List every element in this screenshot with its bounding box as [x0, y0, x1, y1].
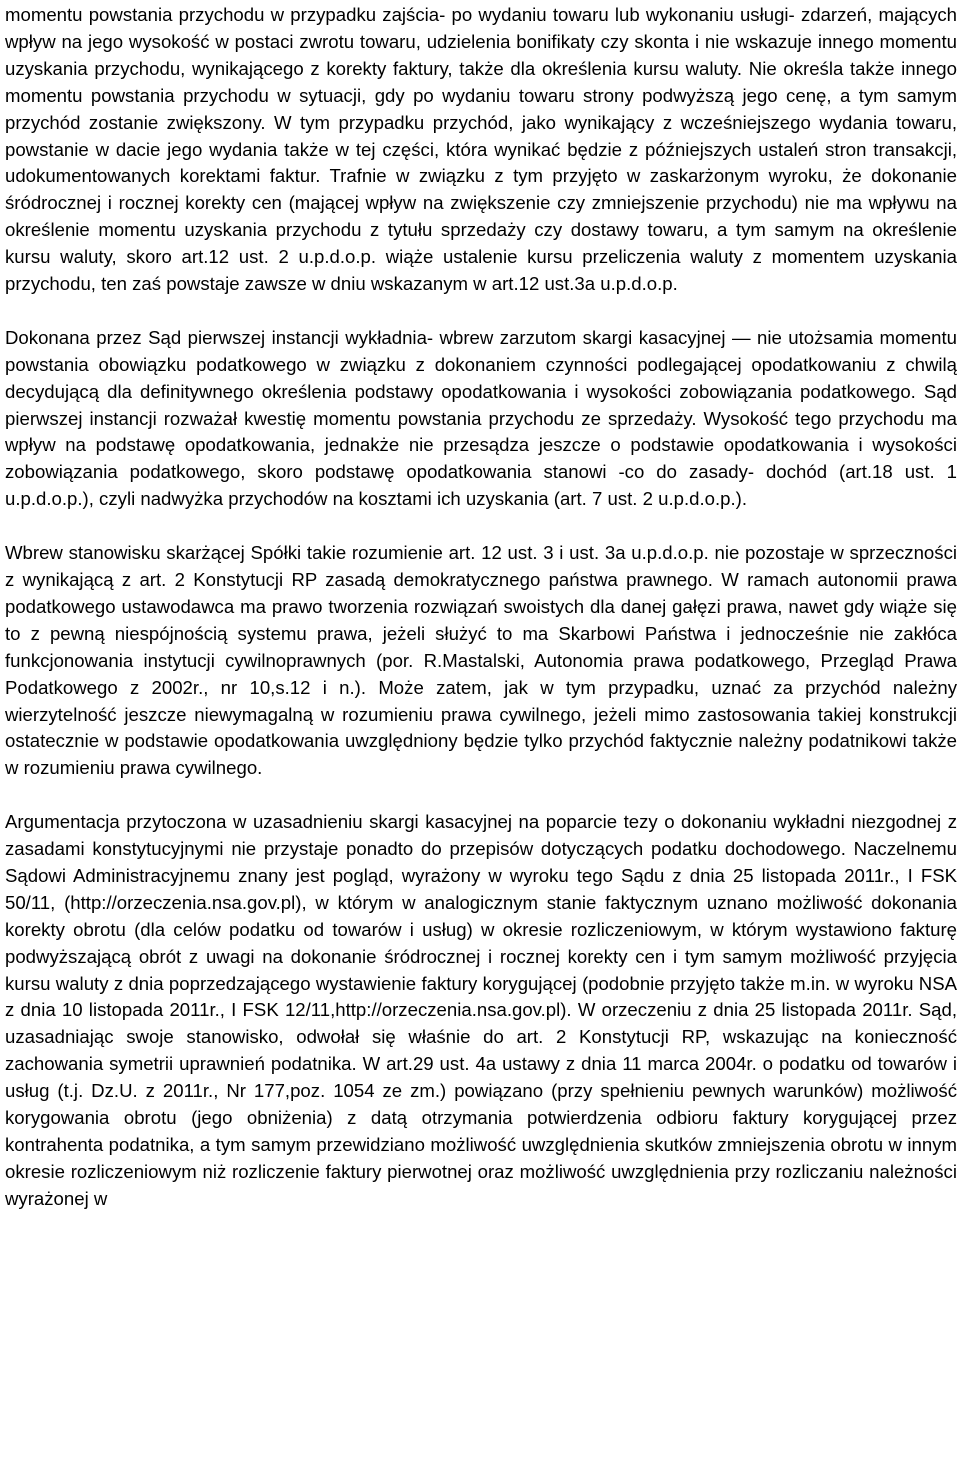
- paragraph-2: Dokonana przez Sąd pierwszej instancji wykładnia- wbrew zarzutom skargi kasacyjnej — nie utożsamia momentu powstania obowiązku podatkowego w związku z dokonaniem czynności podlegającej opodatkowaniu z chwilą decydującą dla definitywnego określenia podstawy opodatkowania i wysokości zobowiązania podatkowego. Sąd pierwszej instancji rozważał kwestię momentu powstania przychodu ze sprzedaży. Wysokość tego przychodu ma wpływ na podstawę opodatkowania, jednakże nie przesądza jeszcze o podstawie opodatkowania i wysokości zobowiązania podatkowego, skoro podstawę opodatkowania stanowi -co do zasady- dochód (art.18 ust. 1 u.p.d.o.p.), czyli nadwyżka przychodów na kosztami ich uzyskania (art. 7 ust. 2 u.p.d.o.p.).: [5, 326, 957, 510]
- paragraph-3: Wbrew stanowisku skarżącej Spółki takie rozumienie art. 12 ust. 3 i ust. 3a u.p.d.o.p. nie pozostaje w sprzeczności z wynikającą z art. 2 Konstytucji RP zasadą demokratycznego państwa prawnego. W ramach autonomii prawa podatkowego ustawodawca ma prawo tworzenia rozwiązań swoistych dla danej gałęzi prawa, nawet gdy wiąże się to z pewną niespójnością systemu prawa, jeżeli służyć to ma Skarbowi Państwa i jednocześnie nie zakłóca funkcjonowania instytucji cywilnoprawnych (por. R.Mastalski, Autonomia prawa podatkowego, Przegląd Prawa Podatkowego z 2002r., nr 10,s.12 i n.). Może zatem, jak w tym przypadku, uznać za przychód należny wierzytelność jeszcze niewymagalną w rozumieniu prawa cywilnego, jeżeli mimo zastosowania takiej konstrukcji ostatecznie w podstawie opodatkowania uwzględniony będzie tylko przychód faktycznie należny podatnikowi także w rozumieniu prawa cywilnego.: [5, 542, 957, 779]
- paragraph-spacer: [5, 298, 957, 325]
- paragraph-spacer: [5, 782, 957, 809]
- paragraph-4: Argumentacja przytoczona w uzasadnieniu skargi kasacyjnej na poparcie tezy o dokonaniu wykładni niezgodnej z zasadami konstytucyjnymi nie przystaje ponadto do przepisów dotyczących podatku dochodowego. Naczelnemu Sądowi Administracyjnemu znany jest pogląd, wyrażony w wyroku tego Sądu z dnia 25 listopada 2011r., I FSK 50/11, (http://orzeczenia.nsa.gov.pl), w którym w analogicznym stanie faktycznym uznano możliwość dokonania korekty obrotu (dla celów podatku od towarów i usług) w okresie rozliczeniowym, w którym wystawiono fakturę podwyższającą obrót z uwagi na dokonanie śródrocznej i rocznej korekty cen i tym samym możliwość przyjęcia kursu waluty z dnia poprzedzającego wystawienie faktury korygującej (podobnie przyjęto także m.in. w wyroku NSA z dnia 10 listopada 2011r., I FSK 12/11,http://orzeczenia.nsa.gov.pl). W orzeczeniu z dnia 25 listopada 2011r. Sąd, uzasadniając swoje stanowisko, odwołał się właśnie do art. 2 Konstytucji RP, wskazując na konieczność zachowania symetrii uprawnień podatnika. W art.29 ust. 4a ustawy z dnia 11 marca 2004r. o podatku od towarów i usług (t.j. Dz.U. z 2011r., Nr 177,poz. 1054 ze zm.) powiązano (przy spełnieniu pewnych warunków) możliwość korygowania obrotu (jego obniżenia) z datą otrzymania potwierdzenia odbioru faktury korygującej przez kontrahenta podatnika, a tym samym przewidziano możliwość uwzględnienia skutków zmniejszenia obrotu w innym okresie rozliczeniowym niż rozliczenie faktury pierwotnej oraz możliwość uwzględnienia przy rozliczaniu należności wyrażonej w: [5, 811, 957, 1209]
- paragraph-spacer: [5, 513, 957, 540]
- paragraph-1: momentu powstania przychodu w przypadku zajścia- po wydaniu towaru lub wykonaniu usługi- zdarzeń, mających wpływ na jego wysokość w postaci zwrotu towaru, udzielenia bonifikaty czy skonta i nie wskazuje innego momentu uzyskania przychodu, wynikającego z korekty faktury, także dla określenia kursu waluty. Nie określa także innego momentu powstania przychodu w sytuacji, gdy po wydaniu towaru strony podwyższą jego cenę, a tym samym przychód zostanie zwiększony. W tym przypadku przychód, jako wynikający z wcześniejszego wydania towaru, powstanie w dacie jego wydania także w tej części, która wynikać będzie z późniejszych ustaleń stron transakcji, udokumentowanych korektami faktur. Trafnie w związku z tym przyjęto w zaskarżonym wyroku, że dokonanie śródrocznej i rocznej korekty cen (mającej wpływ na zwiększenie czy zmniejszenie przychodu) nie ma wpływu na określenie momentu uzyskania przychodu z tytułu sprzedaży czy dostawy towaru, a tym samym na określenie kursu waluty, skoro art.12 ust. 2 u.p.d.o.p. wiąże ustalenie kursu przeliczenia waluty z momentem uzyskania przychodu, ten zaś powstaje zawsze w dniu wskazanym w art.12 ust.3a u.p.d.o.p.: [5, 4, 957, 295]
- document-body: [5, 2, 957, 1213]
